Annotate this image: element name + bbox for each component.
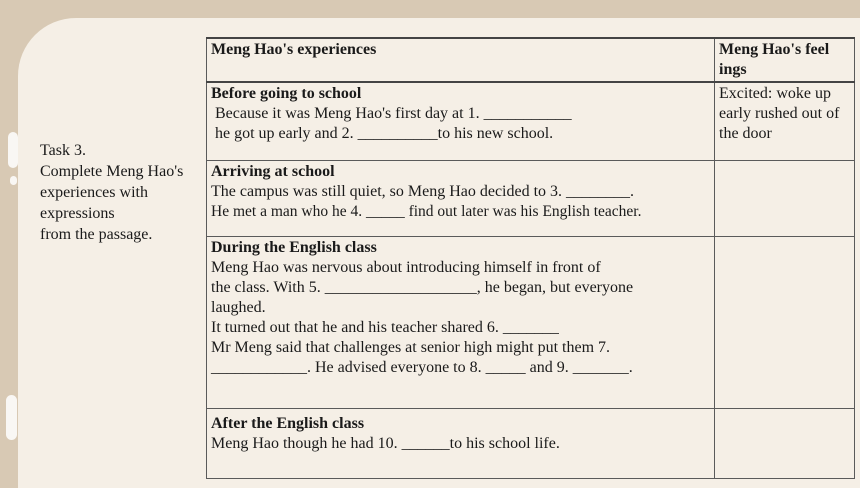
feeling-cell bbox=[715, 160, 855, 236]
feeling-cell bbox=[715, 408, 855, 478]
experience-line: He met a man who he 4. _____ find out later was his English teacher. bbox=[211, 202, 642, 220]
experience-line: Because it was Meng Hao's first day at 1. ___________ bbox=[211, 105, 572, 122]
header-feelings: Meng Hao's feel ings bbox=[715, 38, 855, 82]
section-title: Before going to school bbox=[211, 85, 362, 102]
section-title: Arriving at school bbox=[211, 162, 335, 180]
table-header-row bbox=[207, 38, 855, 82]
experience-cell bbox=[207, 408, 715, 478]
header-experiences: Meng Hao's experiences bbox=[207, 38, 715, 82]
experience-cell bbox=[207, 160, 715, 236]
table-row bbox=[207, 160, 855, 236]
feeling-cell bbox=[715, 236, 855, 408]
experiences-table bbox=[206, 37, 855, 479]
section-title: After the English class bbox=[211, 414, 365, 432]
experience-line: Mr Meng said that challenges at senior high might put them 7. ____________. He advised everyone to 8. _____ and 9. _______. bbox=[211, 338, 633, 376]
table-row bbox=[207, 408, 855, 478]
decorative-dash bbox=[8, 132, 18, 168]
feeling-cell: Excited: woke up early rushed out of the door bbox=[715, 82, 855, 160]
table-row bbox=[207, 236, 855, 408]
experience-line: The campus was still quiet, so Meng Hao decided to 3. ________. bbox=[211, 182, 635, 200]
decorative-dash bbox=[6, 395, 17, 440]
experience-line: Meng Hao was nervous about introducing himself in front of bbox=[211, 258, 601, 276]
experience-line: the class. With 5. ___________________, he began, but everyone laughed. bbox=[211, 278, 634, 316]
experience-line: It turned out that he and his teacher shared 6. _______ bbox=[211, 318, 559, 336]
decorative-dash bbox=[10, 176, 17, 185]
experience-line: he got up early and 2. __________to his new school. bbox=[211, 125, 554, 142]
experience-cell bbox=[207, 236, 715, 408]
experience-cell bbox=[207, 82, 715, 160]
table-row bbox=[207, 82, 855, 160]
experience-line: Meng Hao though he had 10. ______to his school life. bbox=[211, 434, 560, 452]
section-title: During the English class bbox=[211, 238, 377, 256]
task-instructions: Task 3. Complete Meng Hao's experiences with expressions from the passage. bbox=[40, 142, 184, 243]
